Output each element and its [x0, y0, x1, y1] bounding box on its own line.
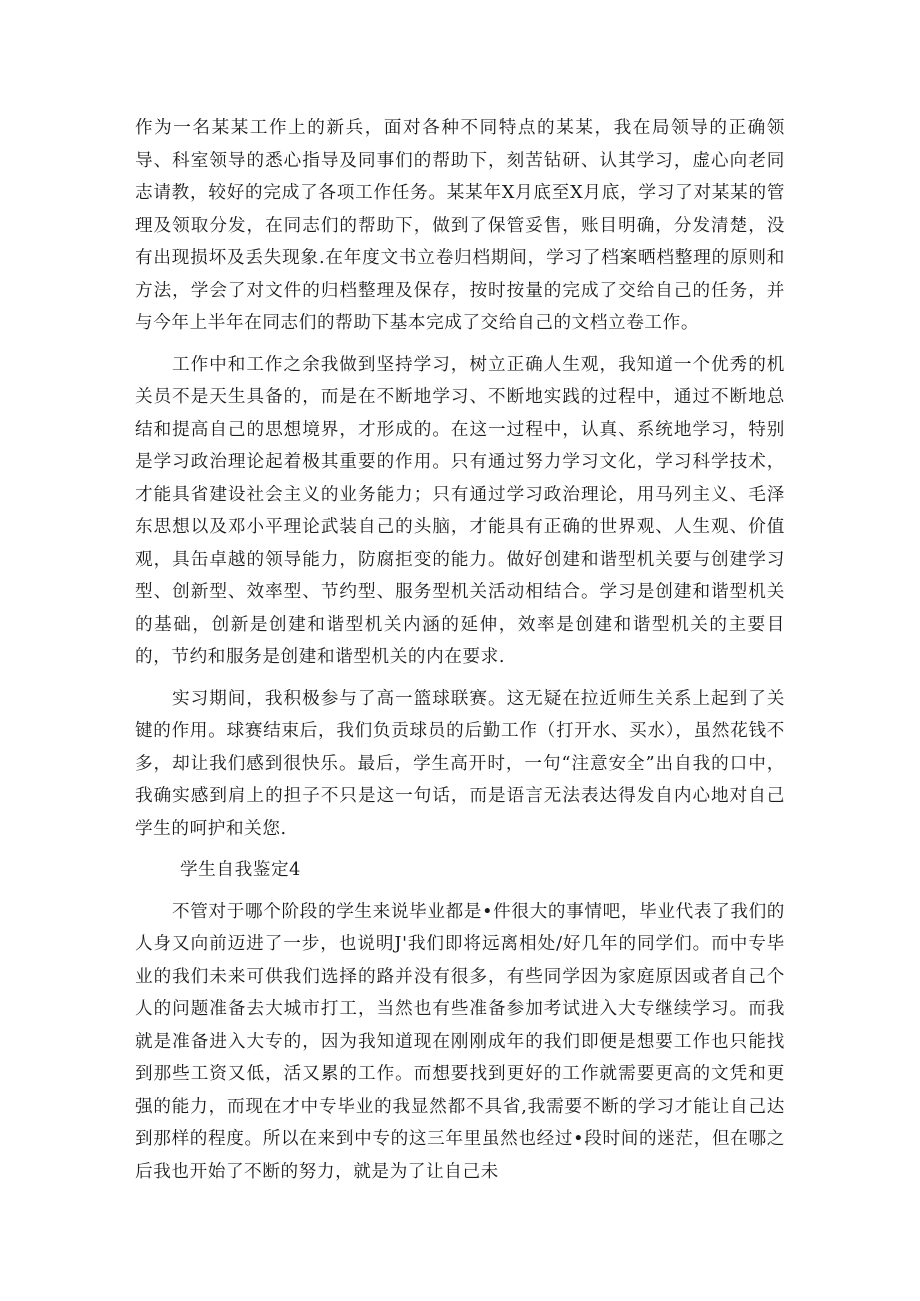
paragraph-work-tasks: 作为一名某某工作上的新兵，面对各种不同特点的某某，我在局领导的正确领导、科室领导的悉心指导及同事们的帮助下，刻苦钻研、认其学习，虚心向老同志请教，较好的完成了各项工作任务。某某年X月底至X月底，学习了对某某的管理及领取分发，在同志们的帮助下，做到了保管妥售，账目明确，分发清楚，没有出现损坏及丢失现象.在年度文书立卷归档期间，学习了档案晒档整理的原则和方法，学会了对文件的归档整理及保存，按时按量的完成了交给自己的任务，并与今年上半年在同志们的帮助下基本完成了交给自己的文档立卷工作。 — [135, 118, 785, 333]
paragraph-graduation: 不管对于哪个阶段的学生来说毕业都是•件很大的事情吧，毕业代表了我们的人身又向前迈进了一步，也说明J'我们即将远离相处/好几年的同学们。而中专毕业的我们未来可供我们选择的路并没有很多，有些同学因为家庭原因或者自己个人的问题准备去大城市打工，当然也有些准备参加考试进入大专继续学习。而我就是准备进入大专的，因为我知道现在刚刚成年的我们即便是想要工作也只能找到那些工资又低，活又累的工作。而想要找到更好的工作就需要更高的文凭和更强的能力，而现在才中专毕业的我显然都不具省,我需要不断的学习才能让自己达到那样的程度。所以在来到中专的这三年里虽然也经过•段时间的迷茫，但在哪之后我也开始了不断的努力，就是为了让自己未 — [135, 901, 785, 1182]
paragraph-study: 工作中和工作之余我做到坚持学习，树立正确人生观，我知道一个优秀的机关员不是天生具备的，而是在不断地学习、不断地实践的过程中，通过不断地总结和提高自己的思想境界，才形成的。在这一过程中，认真、系统地学习，特别是学习政治理论起着极其重要的作用。只有通过努力学习文化，学习科学技术，才能具省建设社会主义的业务能力；只有通过学习政治理论，用马列主义、毛泽东思想以及邓小平理论武装自己的头脑，才能具有正确的世界观、人生观、价值观，具缶卓越的领导能力，防腐拒变的能力。做好创建和谐型机关要与创建学习型、创新型、效率型、节约型、服务型机关活动相结合。学习是创建和谐型机关的基础，创新是创建和谐型机关内涵的延伸，效率是创建和谐型机关的主要目的，节约和服务是创建和谐型机关的内在要求. — [135, 354, 785, 667]
paragraph-internship: 实习期间，我积极参与了高一篮球联赛。这无疑在拉近师生关系上起到了关键的作用。球赛结束后，我们负贡球员的后勤工作（打开水、买水），虽然花钱不多，却让我们感到很快乐。最后，学生高开时，一句“注意安全”出自我的口中，我确实感到肩上的担子不只是这一句话，而是语言无法表达得发自内心地对自己学生的呵护和关您. — [135, 688, 785, 839]
document-body — [135, 112, 785, 1197]
section-heading: 学生自我鉴定4 — [180, 860, 301, 880]
